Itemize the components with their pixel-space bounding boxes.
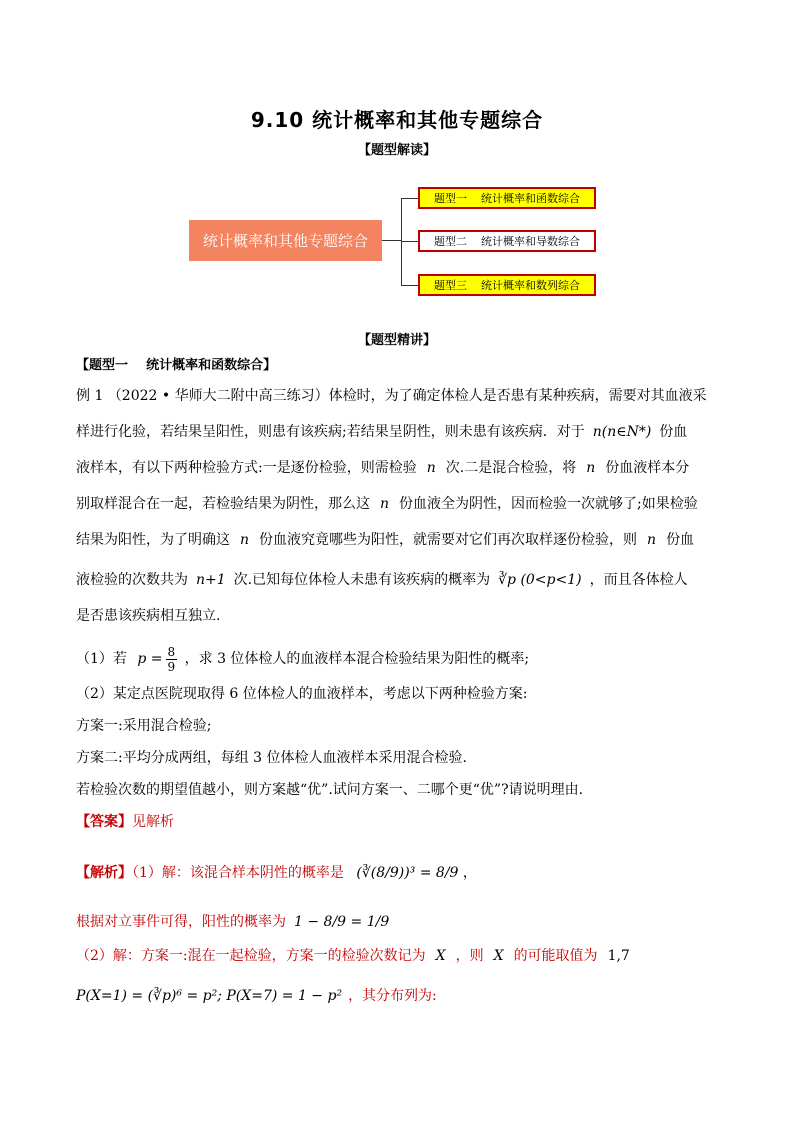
diagram-branch-type1: 题型一 统计概率和函数综合 (418, 187, 596, 209)
example-line: 样进行化验，若结果呈阳性，则患有该疾病;若结果呈阴性，则未患有该疾病．对于 n(n∈N*) 份血 (76, 424, 688, 440)
example-line: 液样本，有以下两种检验方式:一是逐份检验，则需检验 n 次.二是混合检验，将 n 份血液样本分 (76, 460, 690, 476)
section-caption-interpretation: 【题型解读】 (357, 143, 436, 158)
formula-distribution: P(X=1) = (∛p)⁶ = p²; P(X=7) = 1 − p² (76, 988, 343, 1004)
formula-negative-prob: (∛(8/9))³ = 8/9 (356, 865, 459, 881)
example-line: 结果为阳性，为了明确这 n 份血液究竟哪些为阳性，就需要对它们再次取样逐份检验，则 n 份血 (76, 532, 695, 548)
analysis-step-4: P(X=1) = (∛p)⁶ = p²; P(X=7) = 1 − p² ，其分布列为: (76, 988, 437, 1004)
question-2: （2）某定点医院现取得 6 位体检人的血液样本，考虑以下两种检验方案: (76, 686, 528, 702)
answer-line (76, 812, 174, 832)
diagram-branch-type2: 题型二 统计概率和导数综合 (418, 230, 596, 252)
diagram-connector (401, 198, 418, 199)
plan-2: 方案二:平均分成两组，每组 3 位体检人血液样本采用混合检验. (76, 750, 467, 766)
type1-heading: 【题型一 统计概率和函数综合】 (76, 358, 277, 373)
diagram-connector (401, 285, 418, 286)
analysis-label: 【解析】 (76, 865, 132, 881)
section-caption-explanation: 【题型精讲】 (357, 333, 436, 348)
example-line: 液检验的次数共为 n+1 次.已知每位体检人未患有该疾病的概率为 ∛p (0<p<1) ，而且各体检人 (76, 572, 688, 588)
page-title: 9.10 统计概率和其他专题综合 (250, 108, 544, 132)
diagram-connector (401, 241, 418, 242)
answer-text: 见解析 (132, 814, 174, 830)
analysis-step-2: 根据对立事件可得，阳性的概率为 1 − 8/9 = 1/9 (76, 914, 390, 930)
question-text: 若检验次数的期望值越小，则方案越“优”.试问方案一、二哪个更“优”?请说明理由. (76, 782, 584, 798)
formula-positive-prob: 1 − 8/9 = 1/9 (294, 914, 390, 930)
analysis-step-3: （2）解：方案一:混在一起检验，方案一的检验次数记为 X ，则 X 的可能取值为 1,7 (76, 948, 630, 964)
analysis-step-1: 【解析】（1）解：该混合样本阴性的概率是 (∛(8/9))³ = 8/9 ， (76, 865, 477, 881)
diagram-main-node: 统计概率和其他专题综合 (189, 220, 382, 261)
diagram-connector (382, 240, 402, 241)
plan-1: 方案一:采用混合检验; (76, 718, 212, 734)
example-line: 是否患该疾病相互独立. (76, 608, 221, 624)
diagram-branch-type3: 题型三 统计概率和数列综合 (418, 274, 596, 296)
answer-label: 【答案】 (76, 814, 132, 830)
example-line: 例 1 （2022 • 华师大二附中高三练习）体检时，为了确定体检人是否患有某种疾病，需要对其血液采 (76, 388, 707, 404)
question-1: （1）若 p = $\frac{8}{9}$ ，求 3 位体检人的血液样本混合检验结果为阳性的概率; (76, 644, 530, 674)
example-line: 别取样混合在一起，若检验结果为阴性，那么这 n 份血液全为阴性，因而检验一次就够了;如果检验 (76, 496, 698, 512)
